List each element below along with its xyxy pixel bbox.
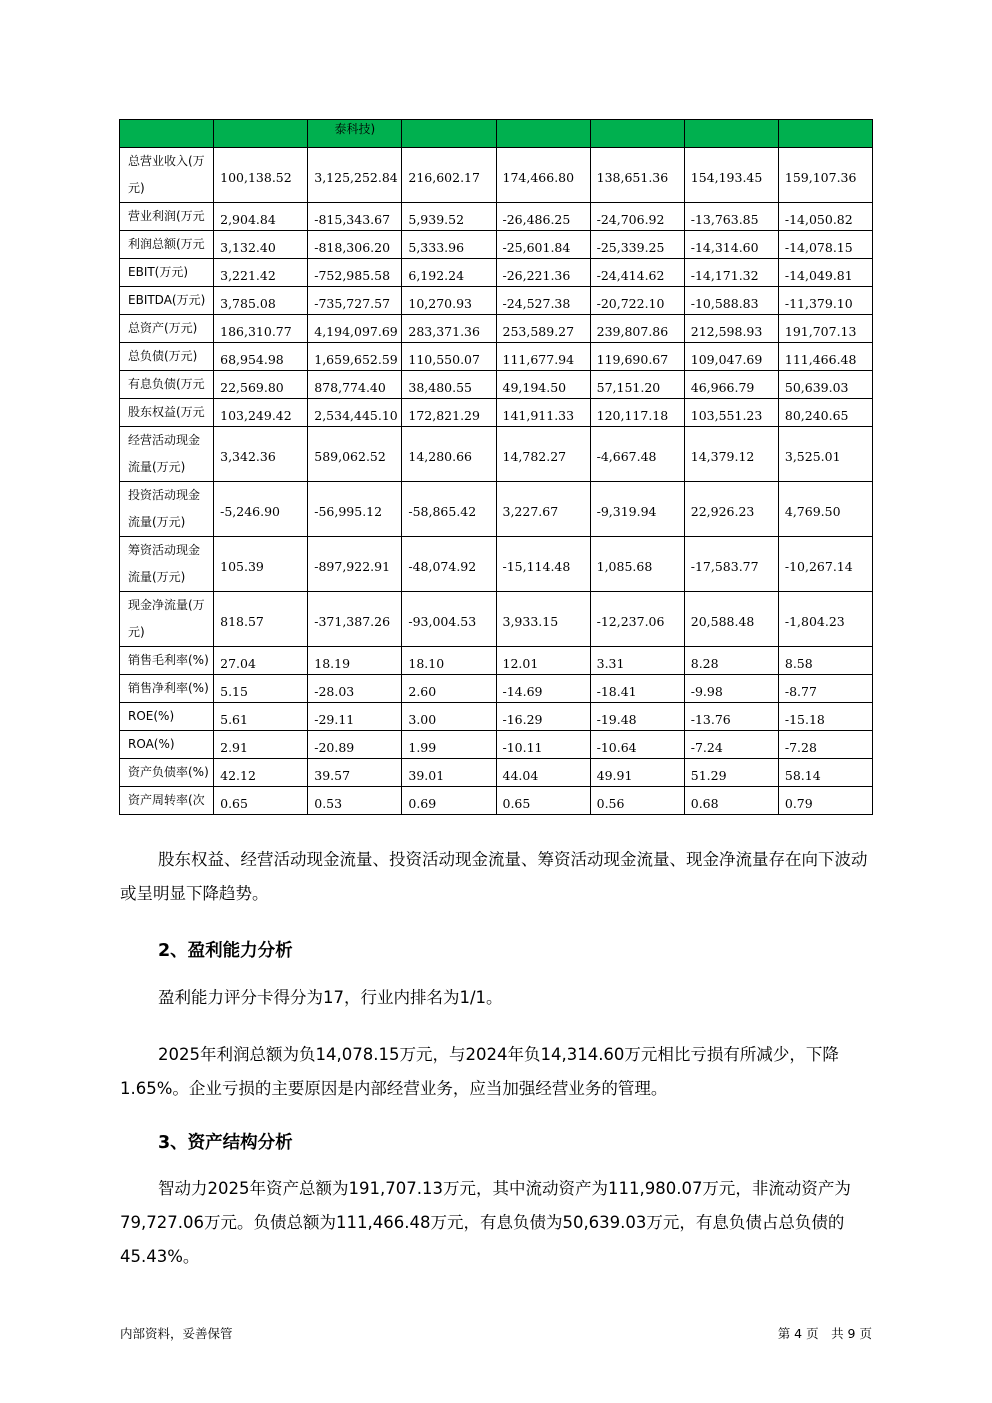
footer-confidential: 内部资料，妥善保管 [120, 1326, 233, 1341]
table-cell: -17,583.77 [684, 537, 778, 592]
row-label: 投资活动现金流量(万元) [120, 482, 214, 537]
header-cell [590, 120, 684, 148]
table-cell: -7.28 [778, 731, 872, 759]
table-cell: 5,939.52 [402, 203, 496, 231]
row-label: 有息负债(万元 [120, 371, 214, 399]
row-label: 总营业收入(万元) [120, 148, 214, 203]
trend-summary-paragraph: 股东权益、经营活动现金流量、投资活动现金流量、筹资活动现金流量、现金净流量存在向下波动或呈明显下降趋势。 [120, 850, 868, 903]
table-cell: -5,246.90 [214, 482, 308, 537]
table-cell: 3,221.42 [214, 259, 308, 287]
table-cell: -24,706.92 [590, 203, 684, 231]
table-cell: 2.60 [402, 675, 496, 703]
table-cell: 58.14 [778, 759, 872, 787]
table-cell: 103,551.23 [684, 399, 778, 427]
table-cell: 8.58 [778, 647, 872, 675]
table-cell: 186,310.77 [214, 315, 308, 343]
table-cell: -28.03 [308, 675, 402, 703]
table-cell: 50,639.03 [778, 371, 872, 399]
table-cell: -752,985.58 [308, 259, 402, 287]
table-row [120, 787, 873, 815]
row-label: 总负债(万元) [120, 343, 214, 371]
table-cell: -4,667.48 [590, 427, 684, 482]
table-cell: -93,004.53 [402, 592, 496, 647]
table-cell: -29.11 [308, 703, 402, 731]
table-row [120, 203, 873, 231]
row-label: EBITDA(万元) [120, 287, 214, 315]
table-cell: -48,074.92 [402, 537, 496, 592]
table-cell: 100,138.52 [214, 148, 308, 203]
table-row [120, 731, 873, 759]
header-cell [496, 120, 590, 148]
table-cell: 57,151.20 [590, 371, 684, 399]
table-cell: 8.28 [684, 647, 778, 675]
table-cell: 1,659,652.59 [308, 343, 402, 371]
table-cell: 878,774.40 [308, 371, 402, 399]
table-row [120, 482, 873, 537]
table-cell: 1.99 [402, 731, 496, 759]
row-label: 筹资活动现金流量(万元) [120, 537, 214, 592]
table-cell: 49.91 [590, 759, 684, 787]
table-cell: -371,387.26 [308, 592, 402, 647]
table-cell: -11,379.10 [778, 287, 872, 315]
table-cell: 253,589.27 [496, 315, 590, 343]
table-cell: 111,677.94 [496, 343, 590, 371]
table-row [120, 759, 873, 787]
table-cell: -14,049.81 [778, 259, 872, 287]
table-cell: -8.77 [778, 675, 872, 703]
table-cell: 3,227.67 [496, 482, 590, 537]
table-cell: 39.01 [402, 759, 496, 787]
table-cell: -26,221.36 [496, 259, 590, 287]
table-cell: -56,995.12 [308, 482, 402, 537]
table-cell: 68,954.98 [214, 343, 308, 371]
table-cell: 0.53 [308, 787, 402, 815]
table-row [120, 537, 873, 592]
table-cell: 3,132.40 [214, 231, 308, 259]
table-cell: -18.41 [590, 675, 684, 703]
table-cell: -818,306.20 [308, 231, 402, 259]
table-cell: 3,342.36 [214, 427, 308, 482]
table-cell: -16.29 [496, 703, 590, 731]
table-cell: 159,107.36 [778, 148, 872, 203]
table-cell: 3.00 [402, 703, 496, 731]
table-cell: -14.69 [496, 675, 590, 703]
table-cell: 2.91 [214, 731, 308, 759]
table-cell: 49,194.50 [496, 371, 590, 399]
table-cell: 2,534,445.10 [308, 399, 402, 427]
table-cell: 0.69 [402, 787, 496, 815]
table-row [120, 427, 873, 482]
table-cell: 38,480.55 [402, 371, 496, 399]
table-cell: -13.76 [684, 703, 778, 731]
table-cell: 46,966.79 [684, 371, 778, 399]
table-cell: 3,125,252.84 [308, 148, 402, 203]
table-cell: -10,267.14 [778, 537, 872, 592]
table-row [120, 703, 873, 731]
table-cell: 5.15 [214, 675, 308, 703]
profitability-heading: 2、盈利能力分析 [158, 941, 293, 961]
table-cell: 818.57 [214, 592, 308, 647]
table-cell: 39.57 [308, 759, 402, 787]
table-cell: 42.12 [214, 759, 308, 787]
table-cell: -19.48 [590, 703, 684, 731]
profitability-score-paragraph: 盈利能力评分卡得分为17，行业内排名为1/1。 [158, 988, 503, 1007]
header-cell: 泰科技) [308, 120, 402, 148]
table-cell: 0.68 [684, 787, 778, 815]
table-cell: -13,763.85 [684, 203, 778, 231]
table-cell: -26,486.25 [496, 203, 590, 231]
table-cell: 0.56 [590, 787, 684, 815]
table-cell: -897,922.91 [308, 537, 402, 592]
table-cell: 14,379.12 [684, 427, 778, 482]
table-cell: -20,722.10 [590, 287, 684, 315]
table-cell: 239,807.86 [590, 315, 684, 343]
table-cell: 191,707.13 [778, 315, 872, 343]
table-cell: 0.65 [214, 787, 308, 815]
table-row [120, 675, 873, 703]
table-cell: 216,602.17 [402, 148, 496, 203]
table-cell: 0.65 [496, 787, 590, 815]
table-cell: -9.98 [684, 675, 778, 703]
header-cell [402, 120, 496, 148]
table-cell: -1,804.23 [778, 592, 872, 647]
table-cell: -25,601.84 [496, 231, 590, 259]
table-cell: -15,114.48 [496, 537, 590, 592]
table-cell: 22,926.23 [684, 482, 778, 537]
table-cell: 80,240.65 [778, 399, 872, 427]
table-cell: 103,249.42 [214, 399, 308, 427]
table-cell: 174,466.80 [496, 148, 590, 203]
table-cell: 14,782.27 [496, 427, 590, 482]
table-cell: -10.64 [590, 731, 684, 759]
table-cell: 3,525.01 [778, 427, 872, 482]
financial-table [119, 119, 873, 815]
asset-structure-heading: 3、资产结构分析 [158, 1133, 293, 1153]
table-cell: 22,569.80 [214, 371, 308, 399]
table-cell: -815,343.67 [308, 203, 402, 231]
table-cell: 4,194,097.69 [308, 315, 402, 343]
row-label: 总资产(万元) [120, 315, 214, 343]
table-cell: 5,333.96 [402, 231, 496, 259]
table-cell: -10.11 [496, 731, 590, 759]
table-cell: -15.18 [778, 703, 872, 731]
table-body [120, 120, 873, 815]
header-cell [214, 120, 308, 148]
profit-analysis-paragraph: 2025年利润总额为负14,078.15万元，与2024年负14,314.60万元相比亏损有所减少，下降1.65%。企业亏损的主要原因是内部经营业务，应当加强经营业务的管理。 [120, 1045, 839, 1098]
table-cell: -25,339.25 [590, 231, 684, 259]
table-cell: 44.04 [496, 759, 590, 787]
table-cell: 6,192.24 [402, 259, 496, 287]
table-cell: 12.01 [496, 647, 590, 675]
row-label: 现金净流量(万元) [120, 592, 214, 647]
row-label: 经营活动现金流量(万元) [120, 427, 214, 482]
row-label: 营业利润(万元 [120, 203, 214, 231]
table-cell: 18.10 [402, 647, 496, 675]
table-row [120, 148, 873, 203]
table-cell: 2,904.84 [214, 203, 308, 231]
table-cell: 110,550.07 [402, 343, 496, 371]
table-row [120, 231, 873, 259]
table-cell: 3.31 [590, 647, 684, 675]
row-label: 销售毛利率(%) [120, 647, 214, 675]
table-row [120, 371, 873, 399]
table-cell: 14,280.66 [402, 427, 496, 482]
table-cell: -14,171.32 [684, 259, 778, 287]
table-cell: -9,319.94 [590, 482, 684, 537]
table-cell: 4,769.50 [778, 482, 872, 537]
table-cell: -24,527.38 [496, 287, 590, 315]
table-cell: 172,821.29 [402, 399, 496, 427]
table-cell: 3,785.08 [214, 287, 308, 315]
table-row [120, 592, 873, 647]
header-cell [120, 120, 214, 148]
table-cell: 10,270.93 [402, 287, 496, 315]
table-cell: 138,651.36 [590, 148, 684, 203]
asset-structure-paragraph: 智动力2025年资产总额为191,707.13万元，其中流动资产为111,980.07万元，非流动资产为79,727.06万元。负债总额为111,466.48万元，有息负债为50,639.03万元，有息负债占总负债的45.43%。 [120, 1179, 851, 1266]
row-label: 资产周转率(次 [120, 787, 214, 815]
table-cell: 589,062.52 [308, 427, 402, 482]
table-cell: 120,117.18 [590, 399, 684, 427]
table-row [120, 343, 873, 371]
table-cell: 27.04 [214, 647, 308, 675]
table-cell: 141,911.33 [496, 399, 590, 427]
table-cell: -58,865.42 [402, 482, 496, 537]
table-cell: -14,078.15 [778, 231, 872, 259]
table-cell: -20.89 [308, 731, 402, 759]
table-row [120, 647, 873, 675]
table-cell: 5.61 [214, 703, 308, 731]
table-row [120, 315, 873, 343]
row-label: 销售净利率(%) [120, 675, 214, 703]
table-cell: -24,414.62 [590, 259, 684, 287]
table-cell: 1,085.68 [590, 537, 684, 592]
table-cell: 0.79 [778, 787, 872, 815]
table-cell: -14,050.82 [778, 203, 872, 231]
table-cell: 154,193.45 [684, 148, 778, 203]
table-cell: -10,588.83 [684, 287, 778, 315]
header-cell [684, 120, 778, 148]
table-row [120, 287, 873, 315]
footer-page-number: 第 4 页 共 9 页 [777, 1326, 872, 1341]
table-header-row [120, 120, 873, 148]
table-row [120, 259, 873, 287]
table-cell: -7.24 [684, 731, 778, 759]
table-cell: 18.19 [308, 647, 402, 675]
table-cell: -735,727.57 [308, 287, 402, 315]
table-cell: 212,598.93 [684, 315, 778, 343]
table-cell: 119,690.67 [590, 343, 684, 371]
row-label: ROA(%) [120, 731, 214, 759]
table-row [120, 399, 873, 427]
row-label: 利润总额(万元 [120, 231, 214, 259]
table-cell: -14,314.60 [684, 231, 778, 259]
row-label: 股东权益(万元 [120, 399, 214, 427]
table-cell: 105.39 [214, 537, 308, 592]
table-cell: 51.29 [684, 759, 778, 787]
table-cell: 109,047.69 [684, 343, 778, 371]
table-cell: 3,933.15 [496, 592, 590, 647]
row-label: EBIT(万元) [120, 259, 214, 287]
row-label: ROE(%) [120, 703, 214, 731]
table-cell: -12,237.06 [590, 592, 684, 647]
row-label: 资产负债率(%) [120, 759, 214, 787]
header-cell [778, 120, 872, 148]
table-cell: 283,371.36 [402, 315, 496, 343]
table-cell: 20,588.48 [684, 592, 778, 647]
table-cell: 111,466.48 [778, 343, 872, 371]
